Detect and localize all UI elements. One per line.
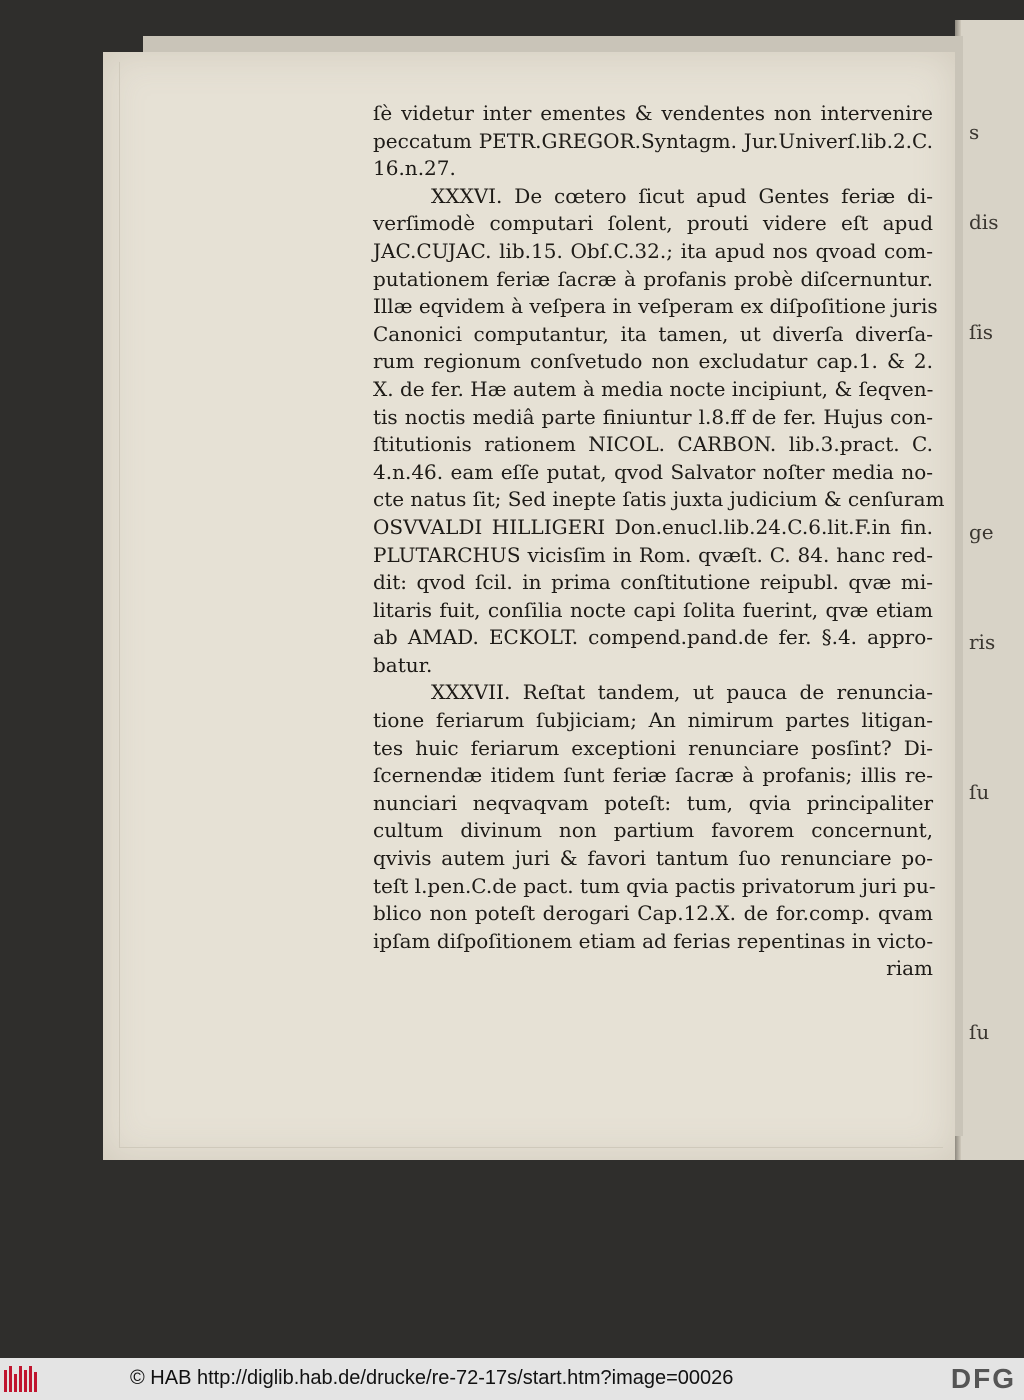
text-line: ſtitutionis rationem NICOL. CARBON. lib.3.pract. C. <box>373 432 933 457</box>
text-line: peccatum PETR.GREGOR.Syntagm. Jur.Univerſ.lib.2.C. <box>373 128 933 153</box>
text-line: PLUTARCHUS vicisſim in Rom. qvæſt. C. 84. hanc red- <box>373 542 933 567</box>
text-line: ſcernendæ itidem ſunt feriæ ſacræ à profanis; illis re- <box>373 763 933 788</box>
text-line: ipſam diſpoſitionem etiam ad ferias repentinas in victo- <box>373 928 934 953</box>
fragment-text: ſis <box>969 320 994 344</box>
text-line: qvivis autem juri & favori tantum ſuo renunciare po- <box>373 846 933 871</box>
page-text <box>373 100 945 983</box>
viewer-footer <box>0 1358 1024 1400</box>
text-line: X. de fer. Hæ autem à media nocte incipiunt, & ſeqven- <box>373 376 934 401</box>
text-line: OSVVALDI HILLIGERI Don.enucl.lib.24.C.6.lit.F.in fin. <box>373 514 933 539</box>
source-link[interactable]: © HAB http://diglib.hab.de/drucke/re-72-17s/start.htm?image=00026 <box>130 1367 734 1389</box>
text-line: tione feriarum ſubjiciam; An nimirum partes litigan- <box>373 708 933 733</box>
text-line: Canonici computantur, ita tamen, ut diverſa diverſa- <box>373 321 933 346</box>
text-line: ſè videtur inter ementes & vendentes non intervenire <box>373 101 933 125</box>
fragment-text: dis <box>969 210 999 234</box>
text-line: teſt l.pen.C.de pact. tum qvia pactis privatorum juri pu- <box>373 873 936 898</box>
text-line: putationem feriæ ſacræ à profanis probè diſcernuntur. <box>373 266 933 291</box>
text-line: 16.n.27. <box>373 156 456 181</box>
text-line: cte natus ſit; Sed inepte ſatis juxta judicium & cenſuram <box>373 487 945 512</box>
library-logo-icon <box>4 1366 38 1392</box>
section-heading-line: XXXVII. Reſtat tandem, ut pauca de renuncia- <box>431 680 933 705</box>
fragment-text: ris <box>969 630 996 654</box>
text-line: blico non poteſt derogari Cap.12.X. de for.comp. qvam <box>373 901 933 926</box>
adjacent-page-edge <box>955 20 1024 1160</box>
fragment-text: ge <box>969 520 994 544</box>
text-line: verſimodè computari ſolent, prouti videre eſt apud <box>373 211 933 236</box>
dfg-logo: DFG <box>950 1363 1016 1394</box>
section-heading-line: XXXVI. De cœtero ſicut apud Gentes feriæ di- <box>431 183 933 208</box>
catchword: riam <box>886 956 933 981</box>
fragment-text: ſu <box>969 780 990 804</box>
text-line: tes huic feriarum exceptioni renunciare posſint? Di- <box>373 735 933 760</box>
text-line: litaris fuit, conſilia nocte capi ſolita fuerint, qvæ etiam <box>373 597 933 622</box>
fragment-text: ſu <box>969 1020 990 1044</box>
text-line: rum regionum conſvetudo non excludatur cap.1. & 2. <box>373 349 933 374</box>
fragment-text: s <box>969 120 980 144</box>
text-line: ab AMAD. ECKOLT. compend.pand.de fer. §.4. appro- <box>373 625 933 650</box>
text-line: 4.n.46. eam eſſe putat, qvod Salvator noſter media no- <box>373 459 933 484</box>
text-line: dit: qvod ſcil. in prima conſtitutione reipubl. qvæ mi- <box>373 570 933 595</box>
book-page <box>103 52 955 1160</box>
text-line: Illæ eqvidem à veſpera in veſperam ex diſpoſitione juris <box>373 294 938 319</box>
text-line: tis noctis mediâ parte finiuntur l.8.ff de fer. Hujus con- <box>373 404 933 429</box>
text-line: cultum divinum non partium favorem concernunt, <box>373 818 933 843</box>
text-line: nunciari neqvaqvam poteſt: tum, qvia principaliter <box>373 790 933 815</box>
text-line: batur. <box>373 652 433 677</box>
text-line: JAC.CUJAC. lib.15. Obſ.C.32.; ita apud nos qvoad com- <box>373 238 933 263</box>
